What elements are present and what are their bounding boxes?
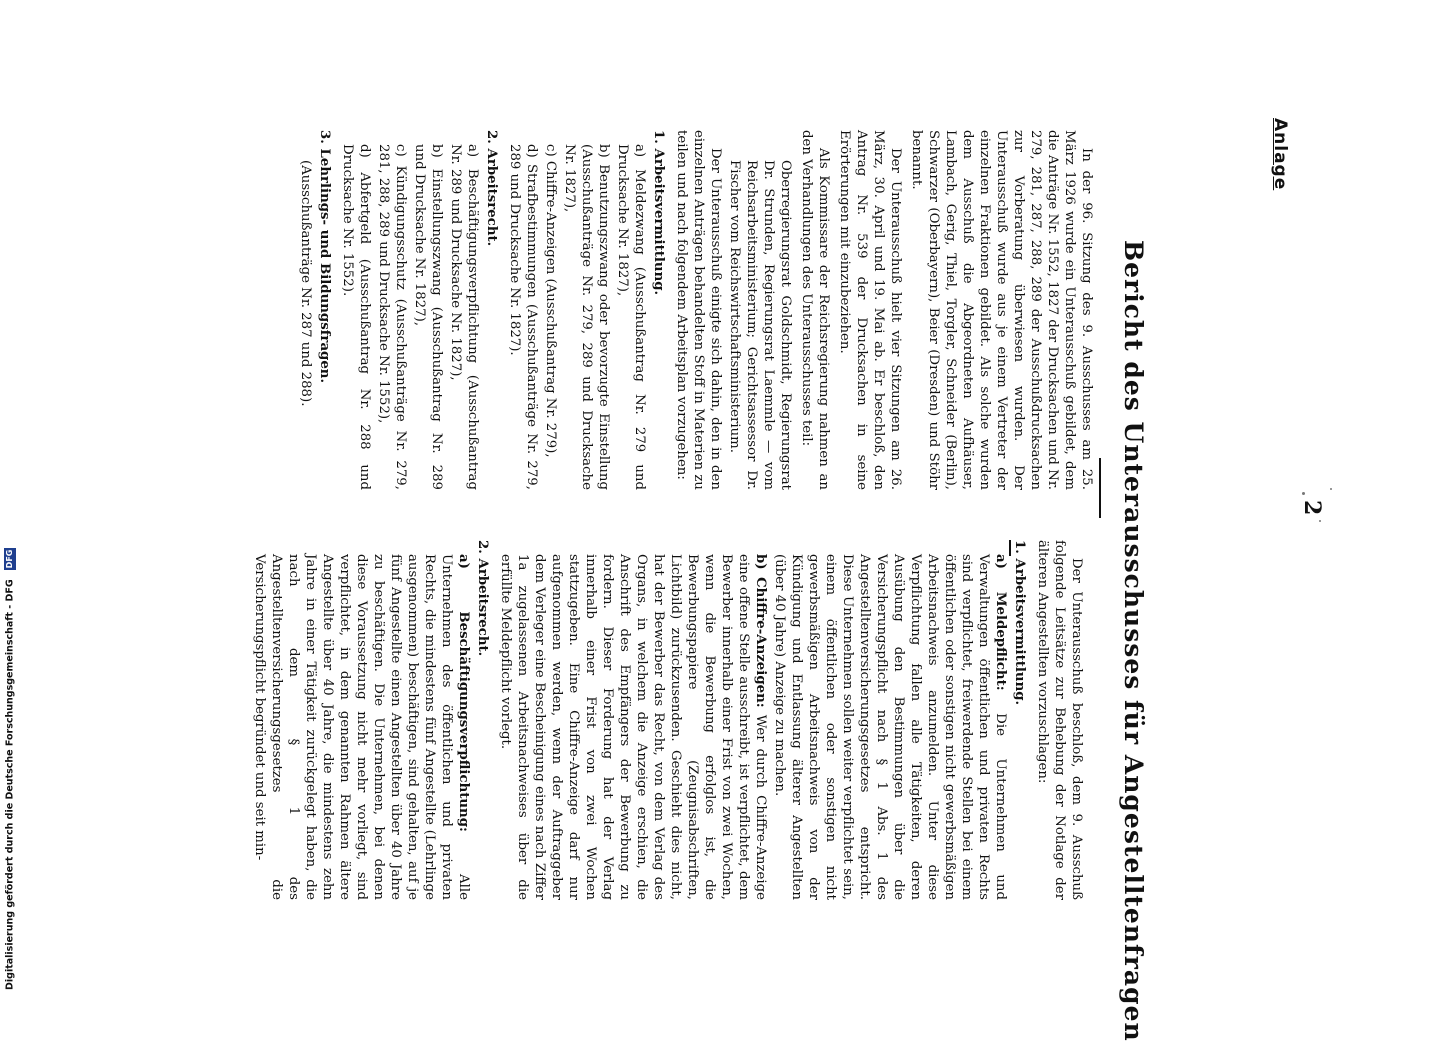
paragraph-workplan: Der Unterausschuß einigte sich dahin, den in den einzelnen Anträgen behandelten Stoff in Materien zu teilen und nach folgendem Arbeitsplan vorzugehen: bbox=[674, 130, 723, 490]
item-text: Die Unternehmen und Verwaltungen öffentlichen und privaten Rechts sind verpflichtet, freiwerdende Stellen bei einem öffentlichen oder sonstigen nicht gewerbsmäßigen Arbeitsnachweis anzumelden. Unter diese Verpflichtung fallen alle Tätigkeiten, deren Ausübung den Bestimmungen über die Versicherungspflicht nach § 1 Abs. 1 des Angestelltenversicherungsgesetzes entspricht. Diese Unternehmen sollen weiter verpflichtet sein, einem öffentlichen oder sonstigen nicht gewerbsmäßigen Arbeitsnachweis von der Kündigung und Entlassung älterer Angestellten (über 40 Jahre) Anzeige zu machen. bbox=[772, 554, 1008, 900]
list-item bbox=[251, 540, 472, 900]
list-item: d) Strafbestimmungen (Ausschußanträge Nr. 279, 289 und Drucksache Nr. 1827). bbox=[507, 144, 539, 490]
list-item bbox=[771, 540, 1009, 900]
list-item: a) Meldezwang (Ausschußantrag Nr. 279 und Drucksache Nr. 1827), bbox=[615, 144, 647, 490]
section-heading-lehrlingsfragen: 3. Lehrlings- und Bildungsfragen. bbox=[317, 130, 332, 384]
left-text-column bbox=[295, 130, 1095, 490]
section-heading-arbeitsrecht: 2. Arbeitsrecht. bbox=[475, 540, 490, 657]
list-item bbox=[497, 540, 769, 900]
list-item: c) Chiffre-Anzeigen (Ausschußantrag Nr. 279), bbox=[543, 144, 558, 458]
digitization-notice bbox=[4, 548, 16, 990]
paragraph-commissioners-intro: Als Kommissare der Reichsregierung nahmen an den Verhandlungen des Unterausschusses teil: bbox=[799, 130, 831, 490]
item-label: a) Meldepflicht: bbox=[993, 554, 1008, 691]
page-title: Bericht des Unterausschusses für Angestelltenfragen bbox=[1119, 240, 1148, 1042]
digitization-notice-text: Digitalisierung gefördert durch die Deutsche Forschungsgemeinschaft - DFG bbox=[4, 579, 16, 990]
list-item: c) Kündigungsschutz (Ausschußanträge Nr. 279, 281, 288, 289 und Drucksache Nr. 1552), bbox=[376, 144, 408, 490]
item-text: Alle Unternehmen des öffentlichen und privaten Rechts, die mindestens fünf Angestellte (Lehrlinge ausgenommen) beschäftigen, sind gehalten, auf je fünf Angestellte einen Angestellten über 40 Jahre zu beschäftigen. Die Unternehmen, bei denen diese Voraussetzung nicht mehr vorliegt, sind verpflichtet, in dem genannten Rahmen ältere Angestellte über 40 Jahre, die mindestens zehn Jahre in einer Tätigkeit zurückgelegt haben, die nach dem § 1 des Angestelltenversicherungsgesetzes die Versicherungspflicht begründet und seit min- bbox=[252, 554, 471, 900]
list-item: b) Einstellungszwang (Ausschußantrag Nr. 289 und Drucksache Nr. 1827), bbox=[412, 144, 444, 490]
right-text-column bbox=[249, 540, 1085, 900]
list-item: a) Beschäftigungsverpflichtung (Ausschußantrag Nr. 289 und Drucksache Nr. 1827), bbox=[448, 144, 480, 490]
scan-speck bbox=[1302, 492, 1305, 495]
list-item: b) Benutzungszwang oder bevorzugte Einstellung (Ausschußanträge Nr. 279, 289 und Drucksache Nr. 1827), bbox=[562, 144, 611, 490]
item-label: a) Beschäftigungsverpflichtung: bbox=[456, 554, 471, 832]
list-item: d) Abfertgeld (Ausschußantrag Nr. 288 und Drucksache Nr. 1552). bbox=[340, 144, 372, 490]
scan-speck bbox=[1330, 488, 1332, 490]
section-heading-arbeitsvermittlung: 1. Arbeitsvermittlung. bbox=[651, 130, 666, 296]
item-text: Wer durch Chiffre-Anzeige eine offene Stelle ausschreibt, ist verpflichtet, dem Bewerber innerhalb einer Frist von zwei Wochen, wenn die Bewerbung erfolglos ist, die Bewerbungspapiere (Zeugnisabschriften, Lichtbild) zurückzusenden. Geschieht dies nicht, hat der Bewerber das Recht, von dem Verlag des Organs, in welchem die Anzeige erschien, die Anschrift des Empfängers der Bewerbung zu fordern. Dieser Forderung hat der Verlag innerhalb einer Frist von zwei Wochen stattzugeben. Eine Chiffre-Anzeige darf nur aufgenommen werden, wenn der Auftraggeber dem Verleger eine Bescheinigung eines nach Ziffer 1a zugelassenen Arbeitsnachweises über die erfüllte Meldepflicht vorlegt. bbox=[498, 554, 768, 900]
paragraph-intro: In der 96. Sitzung des 9. Ausschusses am 25. März 1926 wurde ein Unterausschuß gebildet, dem die Anträge Nr. 1552, 1827 der Drucksachen und Nr. 279, 281, 287, 288, 289 der Ausschußdrucksachen zur Vorberatung überwiesen wurden. Der Unterausschuß wurde aus je einem Vertreter der einzelnen Fraktionen gebildet. Als solche wurden dem Ausschuß die Abgeordneten Aufhäuser, Lambach, Gerig, Thiel, Torgler, Schneider (Berlin), Schwarzer (Oberbayern), Beier (Dresden) und Stöhr benannt. bbox=[909, 130, 1094, 490]
scan-speck bbox=[1319, 520, 1321, 522]
list-item: (Ausschußanträge Nr. 287 und 288). bbox=[298, 160, 313, 407]
section-heading-arbeitsrecht: 2. Arbeitsrecht. bbox=[484, 130, 499, 247]
commissioners-list: Oberregierungsrat Goldschmidt, Regierungsrat Dr. Strunden, Regierungsrat Laemmle — vom Reichsarbeitsministerium; Gerichtsassessor Dr. Fischer vom Reichswirtschaftsministerium. bbox=[727, 160, 793, 490]
section-heading-arbeitsvermittlung: 1. Arbeitsvermittlung. bbox=[1012, 540, 1027, 706]
paragraph-sessions: Der Unterausschuß hielt vier Sitzungen am 26. März, 30. April und 19. Mai ab. Er beschloß, den Antrag Nr. 539 der Drucksachen in seine Erörterungen mit einzubeziehen. bbox=[837, 130, 903, 490]
item-label: b) Chiffre-Anzeigen: bbox=[753, 554, 768, 708]
paragraph-leitsaetze-intro: Der Unterausschuß beschloß, dem 9. Ausschuß folgende Leitsätze zur Behebung der Notlage der älteren Angestellten vorzuschlagen: bbox=[1035, 540, 1084, 900]
anlage-heading: Anlage bbox=[1270, 118, 1290, 191]
page-number: 2 bbox=[1299, 500, 1325, 516]
title-separator-rule bbox=[1099, 458, 1101, 518]
dfg-logo: DFG bbox=[5, 549, 14, 569]
